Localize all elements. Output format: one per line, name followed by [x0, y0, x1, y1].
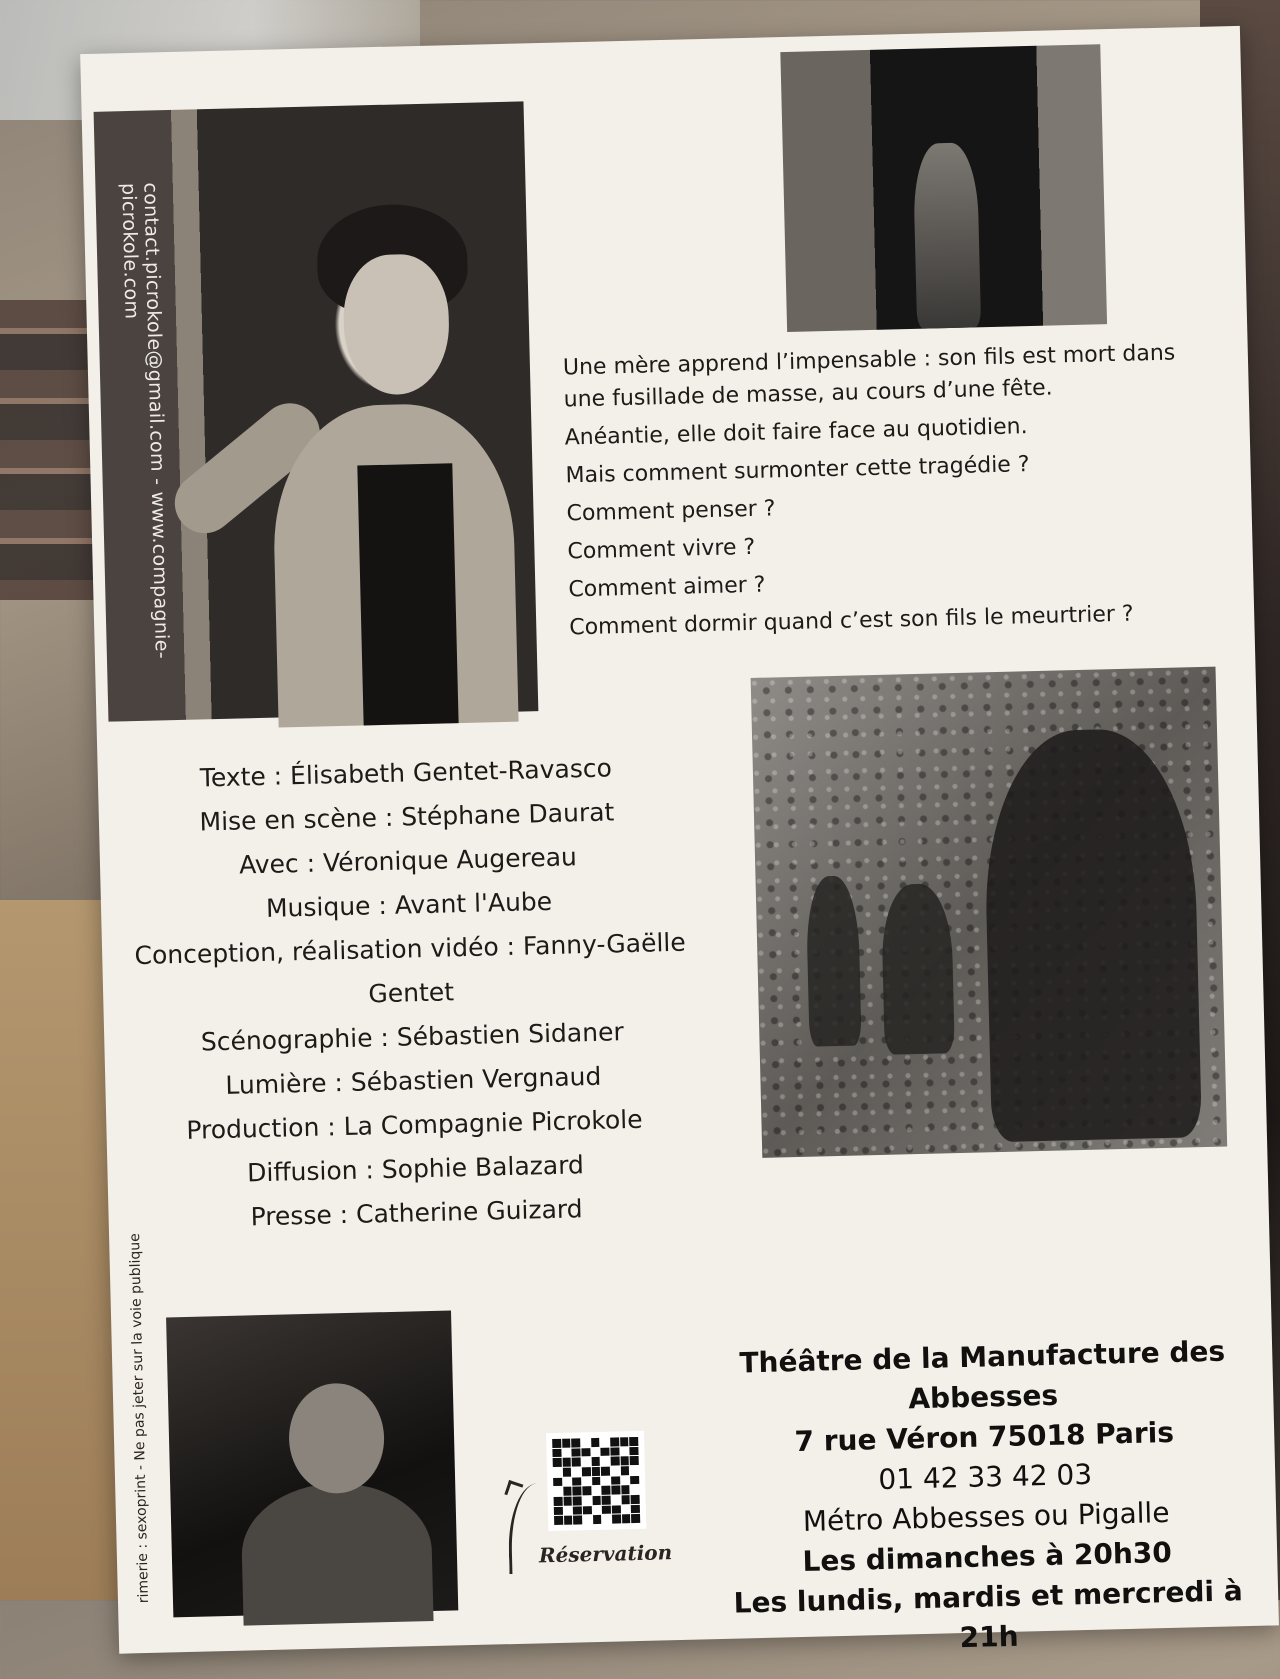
synopsis-line: Anéantie, elle doit faire face au quotidien.: [564, 414, 1028, 451]
silhouettes-photo: [751, 667, 1228, 1158]
venue-address: 7 rue Véron 75018 Paris: [794, 1415, 1175, 1459]
credit-line: Lumière : Sébastien Vergnaud: [225, 1061, 602, 1100]
synopsis-line: Mais comment surmonter cette tragédie ?: [565, 452, 1030, 489]
reservation-label: Réservation: [538, 1540, 673, 1568]
credit-line: Scénographie : Sébastien Sidaner: [200, 1017, 624, 1057]
venue-metro: Métro Abbesses ou Pigalle: [802, 1495, 1170, 1538]
credits-list: [105, 744, 717, 1243]
synopsis-line: Comment penser ?: [566, 496, 776, 527]
synopsis-line: Comment aimer ?: [568, 572, 766, 603]
flyer: [80, 26, 1279, 1654]
actress-profile-photo: [166, 1310, 458, 1617]
venue-info: [712, 1331, 1260, 1664]
actress-portrait-photo: [94, 101, 539, 721]
credit-line: Texte : Élisabeth Gentet-Ravasco: [199, 753, 613, 793]
credit-line: Presse : Catherine Guizard: [250, 1194, 583, 1232]
venue-phone: 01 42 33 42 03: [877, 1457, 1093, 1497]
credit-line: Avec : Véronique Augereau: [238, 842, 578, 880]
contact-line: contact.picrokole@gmail.com - www.compagnie-picrokole.com: [117, 182, 173, 660]
synopsis-line: Comment vivre ?: [567, 534, 756, 565]
synopsis-line: Comment dormir quand c’est son fils le meurtrier ?: [569, 601, 1134, 641]
credit-line: Mise en scène : Stéphane Daurat: [199, 797, 615, 837]
printer-notice: rimerie : sexoprint - Ne pas jeter sur la voie publique: [126, 1232, 153, 1604]
synopsis: [563, 337, 1190, 650]
credit-line: Musique : Avant l'Aube: [265, 886, 553, 923]
synopsis-line: Une mère apprend l’impensable : son fils est mort dans une fusillade de masse, au cours d’une fête.: [562, 340, 1176, 413]
credit-line: Production : La Compagnie Picrokole: [186, 1104, 643, 1145]
schedule-weekdays: Les lundis, mardis et mercredi à 21h: [733, 1574, 1244, 1655]
schedule-sunday: Les dimanches à 20h30: [802, 1535, 1173, 1578]
background-floor: [0, 900, 120, 1600]
venue-name: Théâtre de la Manufacture des Abbesses: [739, 1334, 1226, 1416]
credit-line: Conception, réalisation vidéo : Fanny-Gaëlle Gentet: [134, 927, 687, 1009]
credit-line: Diffusion : Sophie Balazard: [246, 1150, 585, 1188]
arrow-icon: [507, 1483, 539, 1574]
doorway-photo: [780, 44, 1107, 332]
qr-code-icon[interactable]: [546, 1431, 646, 1531]
background-shelf: [0, 300, 95, 600]
